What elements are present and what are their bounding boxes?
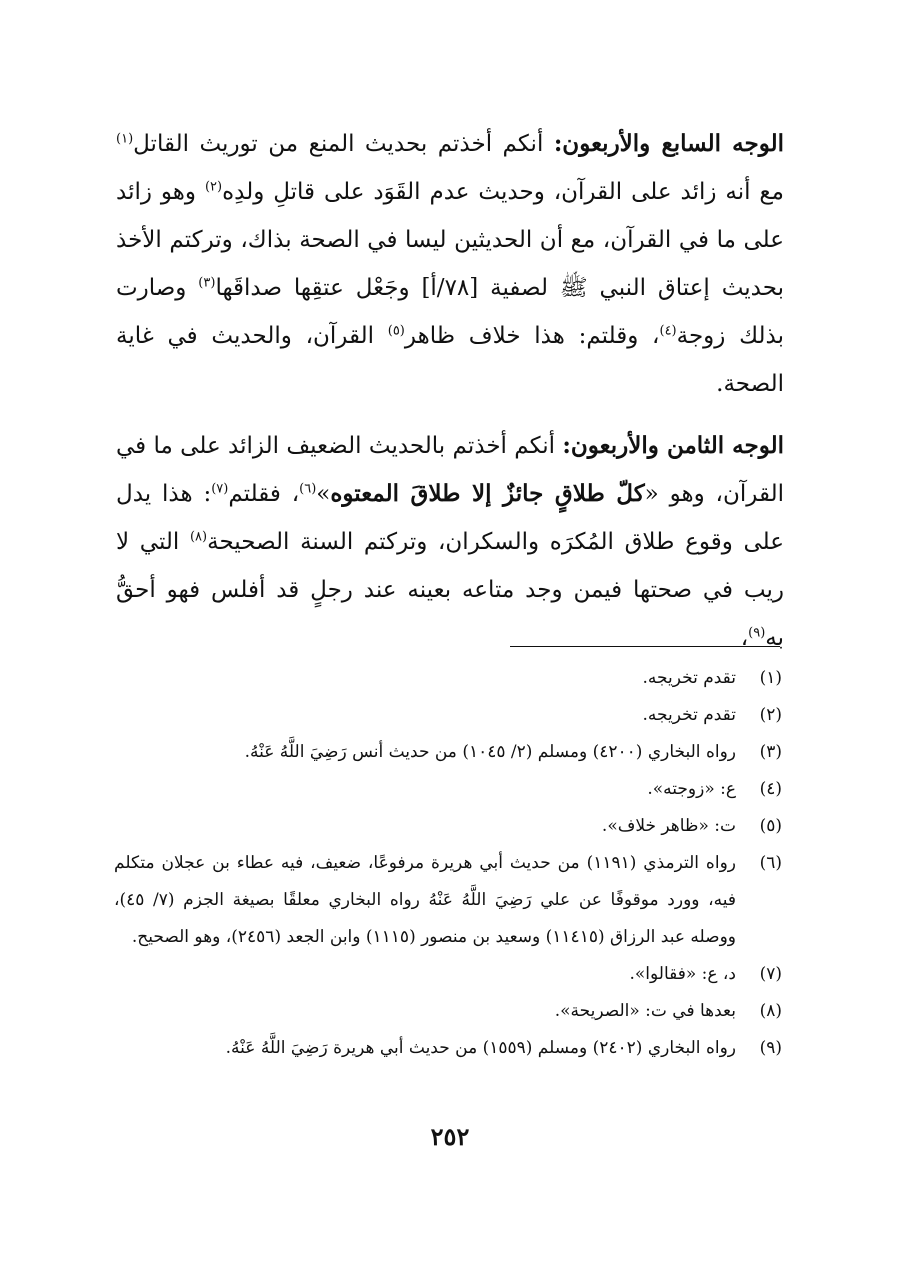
body-text: وصارت بذلك زوجة — [116, 275, 784, 349]
footnote-number: (٥) — [759, 816, 782, 836]
footnote-separator — [510, 646, 780, 647]
footnote-number: (٩) — [759, 1038, 782, 1058]
body-text: ، — [740, 625, 749, 651]
footnote-text: رواه البخاري (٢٤٠٢) ومسلم (١٥٥٩) من حديث أبي هريرة رَضِيَ اللَّهُ عَنْهُ. — [225, 1038, 736, 1058]
paragraph-47 — [116, 120, 784, 408]
footnote-number: (٧) — [759, 964, 782, 984]
paragraph-heading: الوجه الثامن والأربعون: — [562, 432, 784, 459]
body-text: التي لا ريب في صحتها فيمن وجد متاعه بعينه عند رجلٍ قد أفلس فهو أحقُّ به — [116, 529, 784, 651]
footnote-ref-2[interactable]: (٢) — [204, 179, 223, 195]
footnote-number: (٦) — [759, 853, 782, 873]
footnote-text: رواه البخاري (٤٢٠٠) ومسلم (٢/ ١٠٤٥) من حديث أنس رَضِيَ اللَّهُ عَنْهُ. — [244, 742, 736, 762]
body-text: : هذا يدل على وقوع طلاق المُكرَه والسكران، وتركتم السنة الصحيحة — [116, 481, 785, 555]
footnote-text: تقدم تخريجه. — [642, 668, 736, 688]
footnote-ref-1[interactable]: (١) — [116, 131, 134, 147]
footnote-number: (٤) — [759, 779, 782, 799]
footnote — [114, 734, 782, 771]
footnote-text: ت: «ظاهر خلاف». — [601, 816, 736, 836]
body-text: ، فقلتم — [228, 481, 300, 507]
footnote-ref-5[interactable]: (٥) — [387, 323, 405, 339]
footnote-ref-6[interactable]: (٦) — [299, 481, 317, 497]
footnote-ref-3[interactable]: (٣) — [198, 275, 216, 291]
body-text: أنكم أخذتم بحديث المنع من توريث القاتل — [133, 131, 554, 157]
footnote-number: (٢) — [759, 705, 782, 725]
paragraph-heading: الوجه السابع والأربعون: — [553, 130, 785, 157]
paragraph-48 — [116, 422, 784, 662]
footnote — [114, 808, 782, 845]
footnote-text: ع: «زوجته». — [647, 779, 736, 799]
body-text: » — [316, 481, 331, 507]
footnote-ref-9[interactable]: (٩) — [748, 625, 766, 641]
body-text: وهو زائد على ما في القرآن، مع أن الحديثين ليسا في الصحة بذاك، وتركتم الأخذ بحديث إعتاق النبي ﷺ لصفية [٧٨/أ] وجَعْل عتقِها صداقَها — [116, 179, 784, 301]
footnote-number: (٨) — [759, 1001, 782, 1021]
footnote-text: د، ع: «فقالوا». — [629, 964, 736, 984]
footnote-text: بعدها في ت: «الصريحة». — [554, 1001, 736, 1021]
footnote-number: (١) — [759, 668, 782, 688]
main-text — [116, 120, 784, 676]
body-text: القرآن، والحديث في غاية الصحة. — [116, 323, 784, 397]
footnote — [114, 956, 782, 993]
footnote — [114, 697, 782, 734]
footnote — [114, 993, 782, 1030]
footnotes — [114, 660, 782, 1067]
hadith-quote: كلّ طلاقٍ جائزٌ إلا طلاقَ المعتوه — [330, 480, 645, 507]
footnote-number: (٣) — [759, 742, 782, 762]
body-text: مع أنه زائد على القرآن، وحديث عدم القَوَد على قاتلِ ولدِه — [222, 179, 784, 205]
footnote-ref-8[interactable]: (٨) — [189, 529, 208, 545]
footnote — [114, 771, 782, 808]
footnote — [114, 660, 782, 697]
body-text: ، وقلتم: هذا خلاف ظاهر — [404, 323, 660, 349]
footnote — [114, 1030, 782, 1067]
body-text: أنكم أخذتم بالحديث الضعيف الزائد على ما في القرآن، وهو « — [116, 433, 784, 507]
footnote — [114, 845, 782, 956]
footnote-text: تقدم تخريجه. — [642, 705, 736, 725]
page-number: ٢٥٢ — [430, 1122, 470, 1151]
footnote-ref-7[interactable]: (٧) — [211, 481, 229, 497]
footnote-text: رواه الترمذي (١١٩١) من حديث أبي هريرة مرفوعًا، ضعيف، فيه عطاء بن عجلان متكلم فيه، وورد موقوفًا عن علي رَضِيَ اللَّهُ عَنْهُ رواه البخاري معلقًا بصيغة الجزم (٧/ ٤٥)، ووصله عبد الرزاق (١١٤١٥) وسعيد بن منصور (١١١٥) وابن الجعد (٢٤٥٦)، وهو الصحيح. — [114, 853, 736, 947]
footnote-ref-4[interactable]: (٤) — [659, 323, 677, 339]
